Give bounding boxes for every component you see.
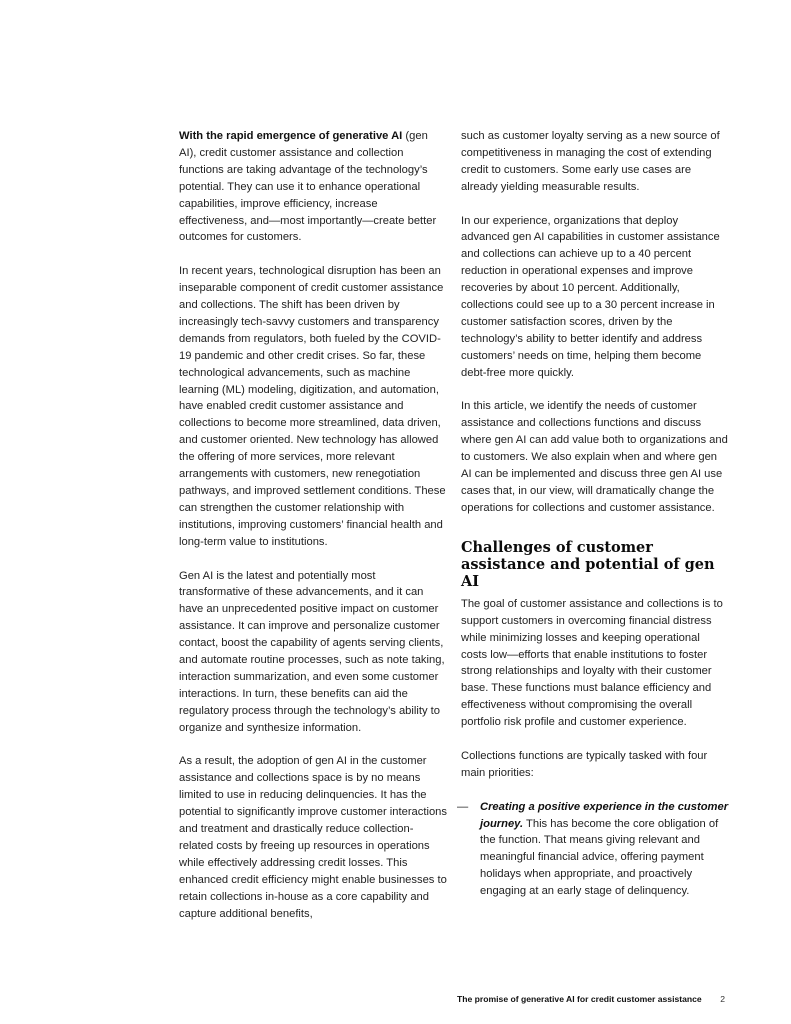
body-paragraph: such as customer loyalty serving as a new source of competitiveness in managing the cost of extending credit to customers. Some early use cases are already yielding measurable results. [461, 130, 720, 193]
body-paragraph: As a result, the adoption of gen AI in the customer assistance and collections space is by no means limited to use in reducing delinquencies. It has the potential to significantly improve customer interactions and treatment and drastically reduce collection-related costs by freeing up resources in operations while effectively addressing credit losses. This enhanced credit efficiency might enable businesses to retain collections in-house as a core capability and capture additional benefits, [179, 755, 448, 920]
dash-bullet: — [457, 800, 469, 813]
body-paragraph: Gen AI is the latest and potentially most transformative of these advancements, and it can have an unprecedented positive impact on customer assistance. It can improve and personalize customer contact, boost the capability of agents serving clients, and automate routine processes, such as note taking, interaction summarization, and even some customer interactions. In turn, these benefits can aid the regulatory process through the technology’s ability to organize and synthesize information. [179, 569, 445, 734]
list-item-lead: Creating a positive experience in the customer journey. [480, 800, 729, 830]
body-paragraph: In our experience, organizations that deploy advanced gen AI capabilities in customer assistance and collections can achieve up to a 40 percent reduction in operational expenses and improve recoveries by about 10 percent. Additionally, collections could see up to a 30 percent increase in customer satisfaction scores, driven by the technology’s ability to better identify and address customers’ needs on time, helping them become debt-free more quickly. [461, 214, 720, 379]
section-heading: Challenges of customer assistance and potential of gen AI [461, 538, 715, 590]
list-item [457, 799, 729, 900]
body-paragraph: In this article, we identify the needs of customer assistance and collections functions and discuss where gen AI can add value both to organizations and to customers. We also explain when and where gen AI can be implemented and discuss three gen AI use cases that, in our view, will dramatically change the operations for collections and customer assistance. [461, 400, 728, 514]
intro-body: (gen AI), credit customer assistance and collection functions are taking advantage of the technology’s potential. They can use it to enhance operational capabilities, improve efficiency, increase effectiveness, and—most importantly—create better outcomes for customers. [179, 130, 437, 244]
list-item-body: This has become the core obligation of the function. That means giving relevant and meaningful financial advice, offering payment holidays when appropriate, and proactively engaging at an early stage of delinquency. [480, 817, 719, 898]
page-number: 2 [720, 994, 725, 1004]
body-paragraph: Collections functions are typically tasked with four main priorities: [461, 749, 708, 779]
body-paragraph: The goal of customer assistance and collections is to support customers in overcoming financial distress while minimizing losses and keeping operational costs low—efforts that enable institutions to foster strong relationships and loyalty with their customer base. These functions must balance efficiency and effectiveness without compromising the overall portfolio risk profile and customer experience. [461, 597, 723, 729]
intro-lead: With the rapid emergence of generative AI [179, 130, 403, 142]
left-column [179, 128, 447, 939]
intro-paragraph [179, 128, 447, 246]
right-column [457, 128, 729, 900]
footer-title: The promise of generative AI for credit customer assistance [457, 994, 702, 1004]
body-paragraph: In recent years, technological disruption has been an inseparable component of credit customer assistance and collections. The shift has been driven by increasingly tech-savvy customers and transparency demands from regulators, both fueled by the COVID-19 pandemic and other credit crises. So far, these technological advancements, such as machine learning (ML) modeling, digitization, and automation, have enabled credit customer assistance and collections to become more streamlined, data driven, and customer oriented. New technology has allowed the offering of more services, more relevant arrangements with customers, new renegotiation pathways, and improved settlement conditions. These can strengthen the customer relationship with institutions, improving customers’ financial health and long-term value to institutions. [179, 265, 446, 548]
